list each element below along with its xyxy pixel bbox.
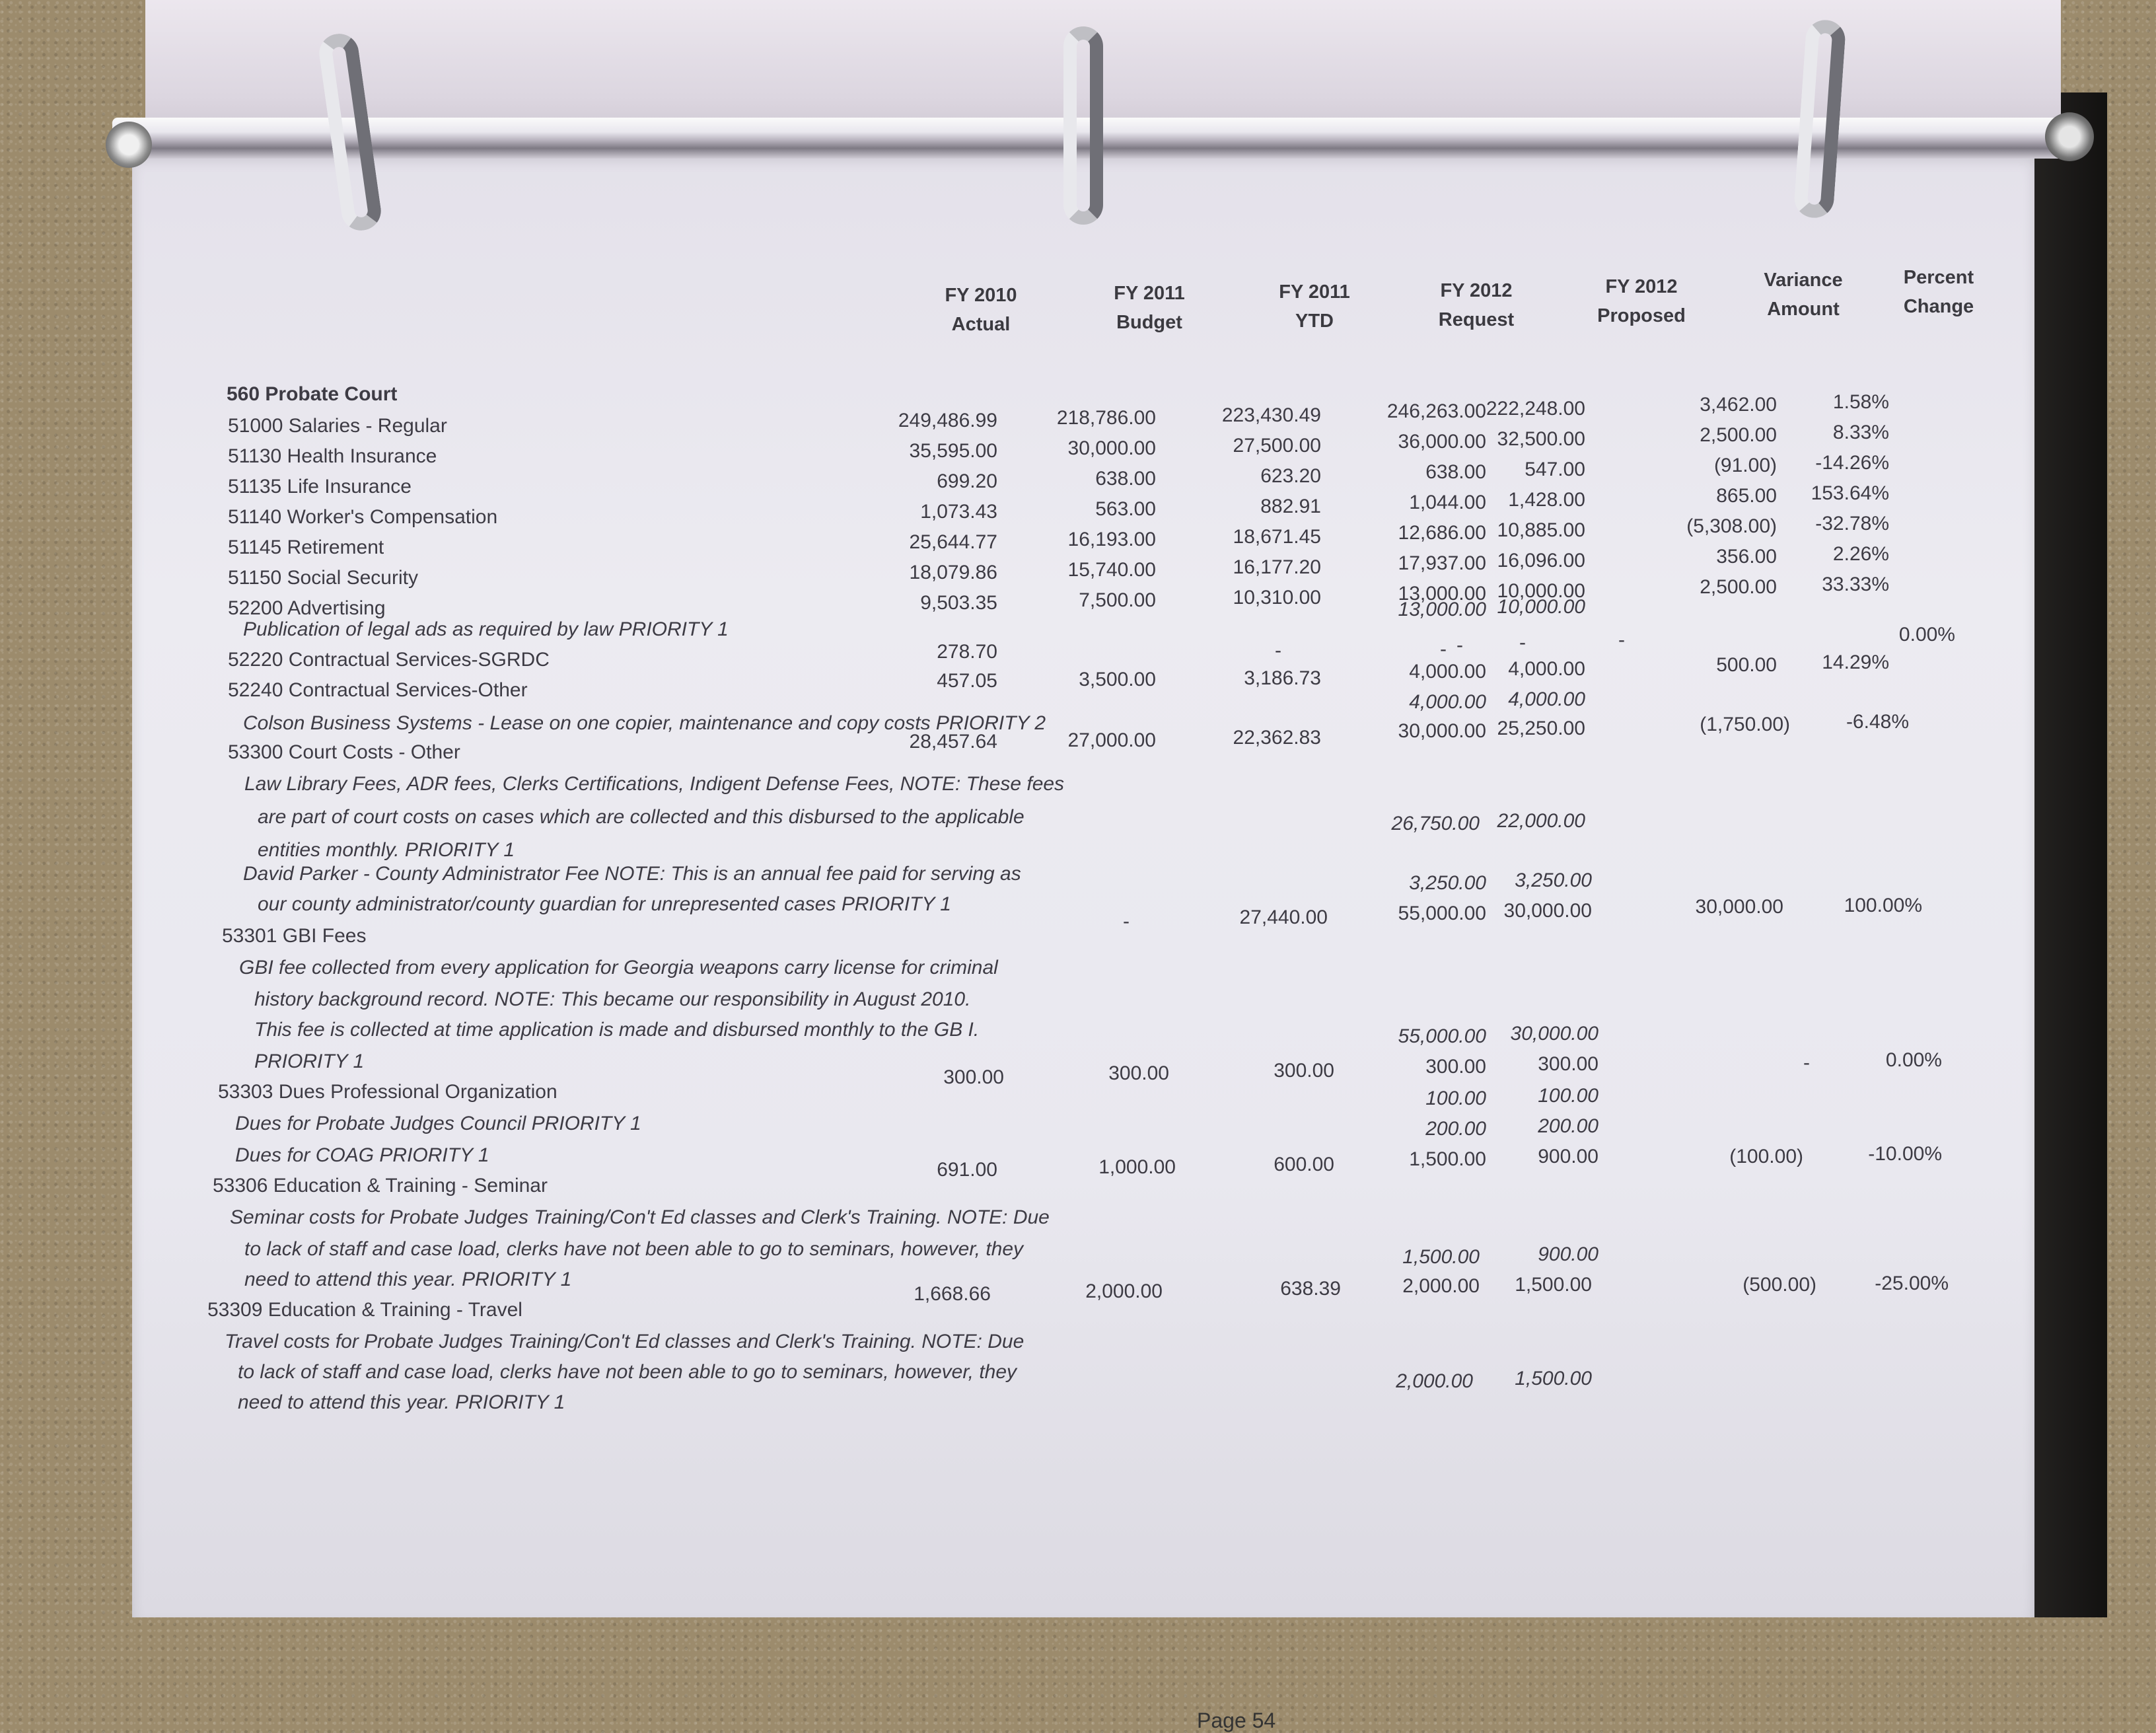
row-label: 51145 Retirement — [228, 536, 384, 558]
row-percent: 153.64% — [1811, 482, 1889, 504]
row-travel-actual: 1,668.66 — [914, 1283, 991, 1305]
row-sgrdc-proposed: - — [1519, 632, 1526, 653]
row-seminar-variance: (100.00) — [1729, 1146, 1803, 1167]
row-court-percent: -6.48% — [1846, 711, 1909, 733]
row-travel-variance: (500.00) — [1743, 1274, 1816, 1296]
note-seminar-proposed: 900.00 — [1538, 1243, 1599, 1265]
note-law-line-1: Law Library Fees, ADR fees, Clerks Certifications, Indigent Defense Fees, NOTE: These fees — [244, 773, 1065, 795]
note-travel-line-2: to lack of staff and case load, clerks have not been able to go to seminars, however, they — [238, 1361, 1017, 1383]
note-travel-line-1: Travel costs for Probate Judges Training/Con't Ed classes and Clerk's Training. NOTE: Due — [225, 1331, 1024, 1352]
note-gbi-proposed: 30,000.00 — [1510, 1023, 1599, 1045]
binder-ring-middle — [1063, 26, 1103, 225]
note-travel-proposed: 1,500.00 — [1515, 1368, 1592, 1389]
header-fy2012-proposed: FY 2012 Proposed — [1597, 276, 1686, 326]
row-travel-percent: -25.00% — [1875, 1272, 1949, 1294]
row-variance: 2,500.00 — [1700, 576, 1777, 598]
row-budget: 30,000.00 — [1067, 437, 1156, 459]
row-dues-request: 300.00 — [1425, 1056, 1486, 1078]
row-other-percent: 14.29% — [1822, 651, 1889, 673]
row-court-actual: 28,457.64 — [909, 731, 997, 753]
row-request: 13,000.00 — [1398, 583, 1486, 605]
header-fy2010-actual: FY 2010 Actual — [945, 285, 1017, 335]
row-label: 51130 Health Insurance — [228, 445, 437, 467]
row-proposed: 10,000.00 — [1497, 580, 1585, 602]
row-seminar-actual: 691.00 — [937, 1159, 997, 1181]
note-colson-proposed: 4,000.00 — [1508, 688, 1585, 710]
row-travel-proposed: 1,500.00 — [1515, 1274, 1592, 1296]
row-travel-budget: 2,000.00 — [1085, 1280, 1163, 1302]
row-proposed: 10,885.00 — [1497, 519, 1585, 541]
row-other-proposed: 4,000.00 — [1508, 658, 1585, 680]
note-gbi-line-2: history background record. NOTE: This became our responsibility in August 2010. — [254, 988, 971, 1010]
row-proposed: 547.00 — [1525, 459, 1585, 480]
row-sgrdc-actual: 278.70 — [937, 641, 997, 663]
row-seminar-percent: -10.00% — [1868, 1143, 1942, 1165]
row-dues-proposed: 300.00 — [1538, 1053, 1599, 1075]
row-gbi-label: 53301 GBI Fees — [222, 925, 367, 947]
row-label: 51000 Salaries - Regular — [228, 415, 447, 437]
row-budget: 7,500.00 — [1079, 589, 1156, 611]
row-label: 51135 Life Insurance — [228, 476, 412, 498]
note-dues-coag-request: 200.00 — [1425, 1118, 1486, 1140]
row-budget: 218,786.00 — [1056, 407, 1156, 429]
row-gbi-ytd: 27,440.00 — [1239, 906, 1328, 928]
note-dues-coag: Dues for COAG PRIORITY 1 — [235, 1144, 489, 1166]
row-dues-ytd: 300.00 — [1274, 1060, 1334, 1082]
row-proposed: 222,248.00 — [1486, 398, 1585, 420]
row-percent: 33.33% — [1822, 573, 1889, 595]
row-actual: 699.20 — [937, 470, 997, 492]
row-dues-variance: - — [1803, 1052, 1810, 1074]
note-gbi-line-1: GBI fee collected from every application for Georgia weapons carry license for criminal — [239, 957, 998, 978]
row-budget: 15,740.00 — [1067, 559, 1156, 581]
row-budget: 16,193.00 — [1067, 529, 1156, 550]
note-colson-request: 4,000.00 — [1409, 691, 1486, 713]
note-law-line-3: entities monthly. PRIORITY 1 — [258, 839, 515, 861]
note-parker-request: 3,250.00 — [1409, 872, 1486, 894]
row-sgrdc-label: 52220 Contractual Services-SGRDC — [228, 649, 550, 671]
row-court-proposed: 25,250.00 — [1497, 718, 1585, 739]
row-dues-actual: 300.00 — [943, 1066, 1004, 1088]
note-parker-line-1: David Parker - County Administrator Fee NOTE: This is an annual fee paid for serving as — [243, 863, 1021, 885]
row-ytd: 623.20 — [1260, 465, 1321, 487]
note-seminar-line-2: to lack of staff and case load, clerks have not been able to go to seminars, however, they — [244, 1238, 1024, 1260]
note-dues-coag-proposed: 200.00 — [1538, 1115, 1599, 1137]
row-other-actual: 457.05 — [937, 670, 997, 692]
row-gbi-budget: - — [1123, 910, 1130, 932]
row-label: 52200 Advertising — [228, 597, 386, 619]
row-dues-percent: 0.00% — [1885, 1049, 1942, 1071]
row-actual: 35,595.00 — [909, 440, 997, 462]
row-dues-budget: 300.00 — [1108, 1062, 1169, 1084]
row-variance: 865.00 — [1716, 485, 1777, 507]
row-dues-label: 53303 Dues Professional Organization — [218, 1081, 557, 1103]
row-other-budget: 3,500.00 — [1079, 669, 1156, 690]
row-label: 51150 Social Security — [228, 567, 418, 589]
row-request: 246,263.00 — [1386, 400, 1486, 422]
row-other-request: 4,000.00 — [1409, 661, 1486, 682]
note-gbi-request: 55,000.00 — [1398, 1025, 1486, 1047]
row-request: 17,937.00 — [1398, 552, 1486, 574]
row-gbi-percent: 100.00% — [1844, 895, 1922, 916]
row-gbi-proposed: 30,000.00 — [1503, 900, 1592, 922]
row-request: 1,044.00 — [1409, 492, 1486, 513]
row-other-ytd: 3,186.73 — [1244, 667, 1321, 689]
note-seminar-line-3: need to attend this year. PRIORITY 1 — [244, 1269, 572, 1290]
row-actual: 9,503.35 — [920, 592, 997, 614]
header-fy2012-request: FY 2012 Request — [1438, 280, 1515, 330]
row-other-variance: 500.00 — [1716, 654, 1777, 676]
row-ytd: 27,500.00 — [1233, 435, 1321, 457]
row-seminar-budget: 1,000.00 — [1098, 1156, 1176, 1178]
row-travel-label: 53309 Education & Training - Travel — [207, 1299, 522, 1321]
note-seminar-line-1: Seminar costs for Probate Judges Training/Con't Ed classes and Clerk's Training. NOTE: Due — [230, 1206, 1050, 1228]
header-fy2011-budget: FY 2011 Budget — [1114, 283, 1185, 333]
note-dues-judges: Dues for Probate Judges Council PRIORITY 1 — [235, 1113, 641, 1134]
row-sgrdc-budget: - — [1275, 640, 1281, 661]
note-advertising-request: 13,000.00 — [1398, 599, 1486, 620]
note-advertising-proposed: 10,000.00 — [1497, 596, 1585, 618]
row-sgrdc-request: - — [1456, 634, 1463, 656]
note-dues-judges-proposed: 100.00 — [1538, 1085, 1599, 1107]
note-seminar-request: 1,500.00 — [1402, 1246, 1480, 1268]
row-percent: -32.78% — [1815, 513, 1889, 535]
row-ytd: 882.91 — [1260, 496, 1321, 517]
row-other-label: 52240 Contractual Services-Other — [228, 679, 528, 701]
row-court-request: 30,000.00 — [1398, 720, 1486, 742]
row-court-ytd: 22,362.83 — [1233, 727, 1321, 749]
row-request: 36,000.00 — [1398, 431, 1486, 453]
row-court-budget: 27,000.00 — [1067, 729, 1156, 751]
row-gbi-request: 55,000.00 — [1398, 903, 1486, 924]
note-colson: Colson Business Systems - Lease on one copier, maintenance and copy costs PRIORITY 2 — [243, 712, 1046, 734]
row-actual: 249,486.99 — [898, 410, 997, 431]
note-law-request: 26,750.00 — [1391, 813, 1480, 834]
row-proposed: 1,428.00 — [1508, 489, 1585, 511]
row-seminar-proposed: 900.00 — [1538, 1146, 1599, 1167]
note-advertising: Publication of legal ads as required by law PRIORITY 1 — [243, 618, 729, 640]
row-budget: 638.00 — [1095, 468, 1156, 490]
row-ytd: 18,671.45 — [1233, 526, 1321, 548]
row-percent: 1.58% — [1832, 391, 1889, 413]
row-travel-ytd: 638.39 — [1280, 1278, 1341, 1300]
header-percent-change: Percent Change — [1903, 267, 1974, 317]
row-court-variance: (1,750.00) — [1700, 714, 1790, 735]
row-variance: 3,462.00 — [1700, 394, 1777, 416]
row-travel-request: 2,000.00 — [1402, 1275, 1480, 1297]
note-parker-line-2: our county administrator/county guardian for unrepresented cases PRIORITY 1 — [258, 893, 951, 915]
row-ytd: 10,310.00 — [1233, 587, 1321, 608]
row-court-label: 53300 Court Costs - Other — [228, 741, 460, 763]
row-variance: 356.00 — [1716, 546, 1777, 568]
row-variance: 2,500.00 — [1700, 424, 1777, 446]
row-ytd: 16,177.20 — [1233, 556, 1321, 578]
page-number: Page 54 — [1197, 1709, 1276, 1732]
row-actual: 1,073.43 — [920, 501, 997, 523]
row-percent: -14.26% — [1815, 452, 1889, 474]
note-gbi-line-4: PRIORITY 1 — [254, 1051, 365, 1072]
note-law-proposed: 22,000.00 — [1497, 810, 1585, 832]
note-parker-proposed: 3,250.00 — [1515, 869, 1592, 891]
row-label: 51140 Worker's Compensation — [228, 506, 498, 528]
row-variance: (91.00) — [1713, 455, 1777, 476]
row-sgrdc-variance: - — [1618, 629, 1625, 651]
row-seminar-ytd: 600.00 — [1274, 1154, 1334, 1175]
row-seminar-request: 1,500.00 — [1409, 1148, 1486, 1170]
row-variance: (5,308.00) — [1686, 515, 1777, 537]
note-travel-request: 2,000.00 — [1396, 1370, 1473, 1392]
row-seminar-label: 53306 Education & Training - Seminar — [213, 1175, 548, 1197]
row-percent: 8.33% — [1832, 422, 1889, 443]
row-request: 638.00 — [1425, 461, 1486, 483]
note-law-line-2: are part of court costs on cases which are collected and this disbursed to the applicable — [258, 806, 1024, 828]
note-dues-judges-request: 100.00 — [1425, 1088, 1486, 1109]
note-gbi-line-3: This fee is collected at time application is made and disbursed monthly to the GB I. — [254, 1019, 980, 1041]
document-page — [132, 152, 2034, 1732]
row-actual: 25,644.77 — [909, 531, 997, 553]
row-budget: 563.00 — [1095, 498, 1156, 520]
row-sgrdc-ytd: - — [1440, 638, 1447, 660]
header-variance-amount: Variance Amount — [1764, 270, 1843, 320]
row-proposed: 32,500.00 — [1497, 428, 1585, 450]
row-percent: 2.26% — [1832, 543, 1889, 565]
row-actual: 18,079.86 — [909, 562, 997, 583]
row-proposed: 16,096.00 — [1497, 550, 1585, 572]
row-sgrdc-percent: 0.00% — [1898, 624, 1955, 645]
header-fy2011-ytd: FY 2011 YTD — [1279, 281, 1350, 332]
row-gbi-variance: 30,000.00 — [1695, 896, 1783, 918]
row-ytd: 223,430.49 — [1221, 404, 1321, 426]
row-request: 12,686.00 — [1398, 522, 1486, 544]
note-travel-line-3: need to attend this year. PRIORITY 1 — [238, 1391, 565, 1413]
department-title: 560 Probate Court — [227, 383, 398, 405]
